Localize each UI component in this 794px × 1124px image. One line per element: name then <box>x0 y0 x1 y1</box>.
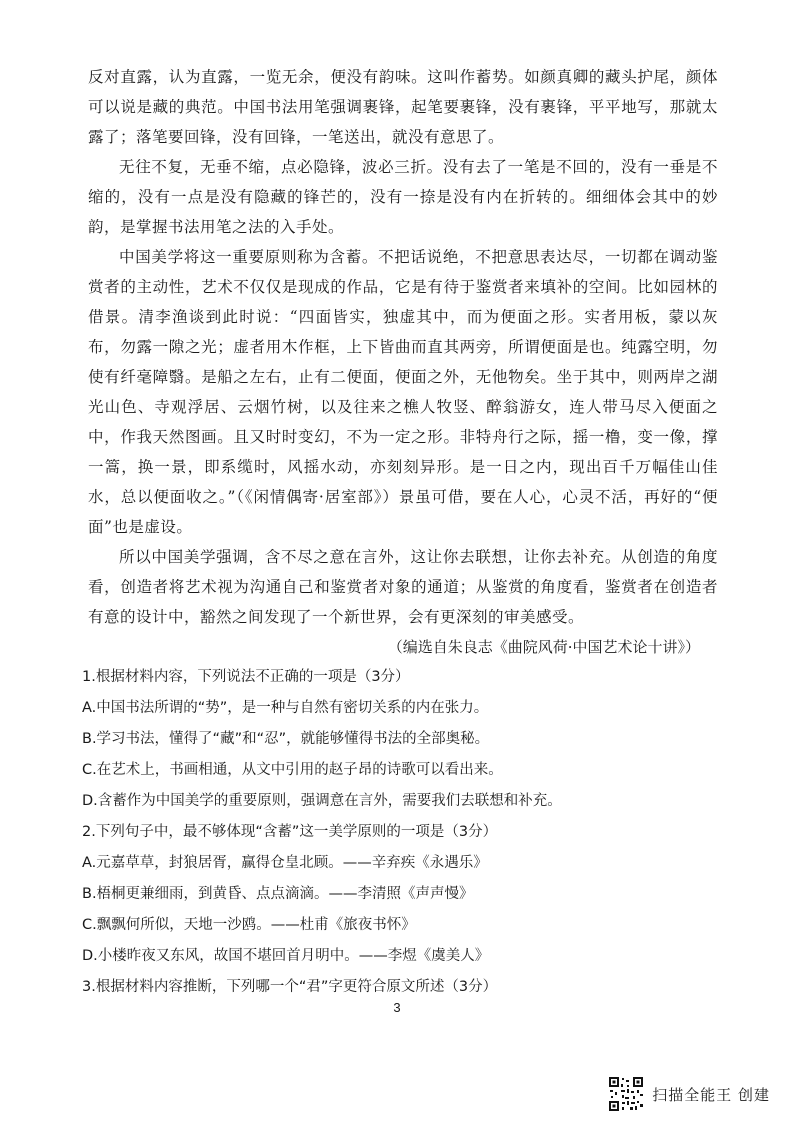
question-3-stem: 3.根据材料内容推断，下列哪一个“君”字更符合原文所述（3分） <box>82 979 498 995</box>
question-list <box>82 662 722 1003</box>
passage-paragraph-2: 无往不复，无垂不缩，点必隐锋，波必三折。没有去了一笔是不回的，没有一垂是不缩的，没有一点是没有隐藏的锋芒的，没有一捺是没有内在折转的。细细体会其中的妙韵，是掌握书法用笔之法的入手处。 <box>88 158 718 236</box>
scanner-watermark <box>608 1076 770 1112</box>
question-2-option-a: A.元嘉草草，封狼居胥，赢得仓皇北顾。——辛弃疾《永遇乐》 <box>82 855 488 871</box>
watermark-text: 扫描全能王 创建 <box>652 1085 770 1104</box>
qr-code-icon <box>608 1076 644 1112</box>
question-1-stem: 1.根据材料内容，下列说法不正确的一项是（3分） <box>82 669 410 685</box>
passage <box>88 62 718 662</box>
passage-paragraph-3: 中国美学将这一重要原则称为含蓄。不把话说绝，不把意思表达尽，一切都在调动鉴赏者的主动性，艺术不仅仅是现成的作品，它是有待于鉴赏者来填补的空间。比如园林的借景。清李渔谈到此时说：“四面皆实，独虚其中，而为便面之形。实者用板，蒙以灰布，勿露一隙之光；虚者用木作框，上下皆曲而直其两旁，所谓便面是也。纯露空明，勿使有纤毫障翳。是船之左右，止有二便面，便面之外，无他物矣。坐于其中，则两岸之湖光山色、寺观浮居、云烟竹树，以及往来之樵人牧竖、醉翁游女，连人带马尽入便面之中，作我天然图画。且又时时变幻，不为一定之形。非特舟行之际，摇一橹，变一像，撑一篙，换一景，即系缆时，风摇水动，亦刻刻异形。是一日之内，现出百千万幅佳山佳水，总以便面收之。”（《闲情偶寄·居室部》）景虽可借，要在人心，心灵不活，再好的“便面”也是虚设。 <box>88 248 718 536</box>
page-number: 3 <box>393 1000 401 1015</box>
passage-paragraph-4: 所以中国美学强调，含不尽之意在言外，这让你去联想，让你去补充。从创造的角度看，创造者将艺术视为沟通自己和鉴赏者对象的通道；从鉴赏的角度看，鉴赏者在创造者有意的设计中，豁然之间发现了一个新世界，会有更深刻的审美感受。 <box>88 548 718 626</box>
passage-source: （编选自朱良志《曲院风荷·中国艺术论十讲》） <box>387 638 700 656</box>
question-2-option-d: D.小楼昨夜又东风，故国不堪回首月明中。——李煜《虞美人》 <box>82 948 490 964</box>
question-1-option-d: D.含蓄作为中国美学的重要原则，强调意在言外，需要我们去联想和补充。 <box>82 793 562 809</box>
question-1-option-a: A.中国书法所谓的“势”，是一种与自然有密切关系的内在张力。 <box>82 700 489 716</box>
question-1-option-c: C.在艺术上，书画相通，从文中引用的赵子昂的诗歌可以看出来。 <box>82 762 503 778</box>
question-2-option-c: C.飘飘何所似，天地一沙鸥。——杜甫《旅夜书怀》 <box>82 917 416 933</box>
passage-paragraph-1: 反对直露，认为直露，一览无余，便没有韵味。这叫作蓄势。如颜真卿的藏头护尾，颜体可以说是藏的典范。中国书法用笔强调裹锋，起笔要裹锋，没有裹锋，平平地写，那就太露了；落笔要回锋，没有回锋，一笔送出，就没有意思了。 <box>88 68 718 146</box>
question-1-option-b: B.学习书法，懂得了“藏”和“忍”，就能够懂得书法的全部奥秘。 <box>82 731 490 747</box>
question-2-option-b: B.梧桐更兼细雨，到黄昏、点点滴滴。——李清照《声声慢》 <box>82 886 474 902</box>
question-2-stem: 2.下列句子中，最不够体现“含蓄”这一美学原则的一项是（3分） <box>82 824 498 840</box>
